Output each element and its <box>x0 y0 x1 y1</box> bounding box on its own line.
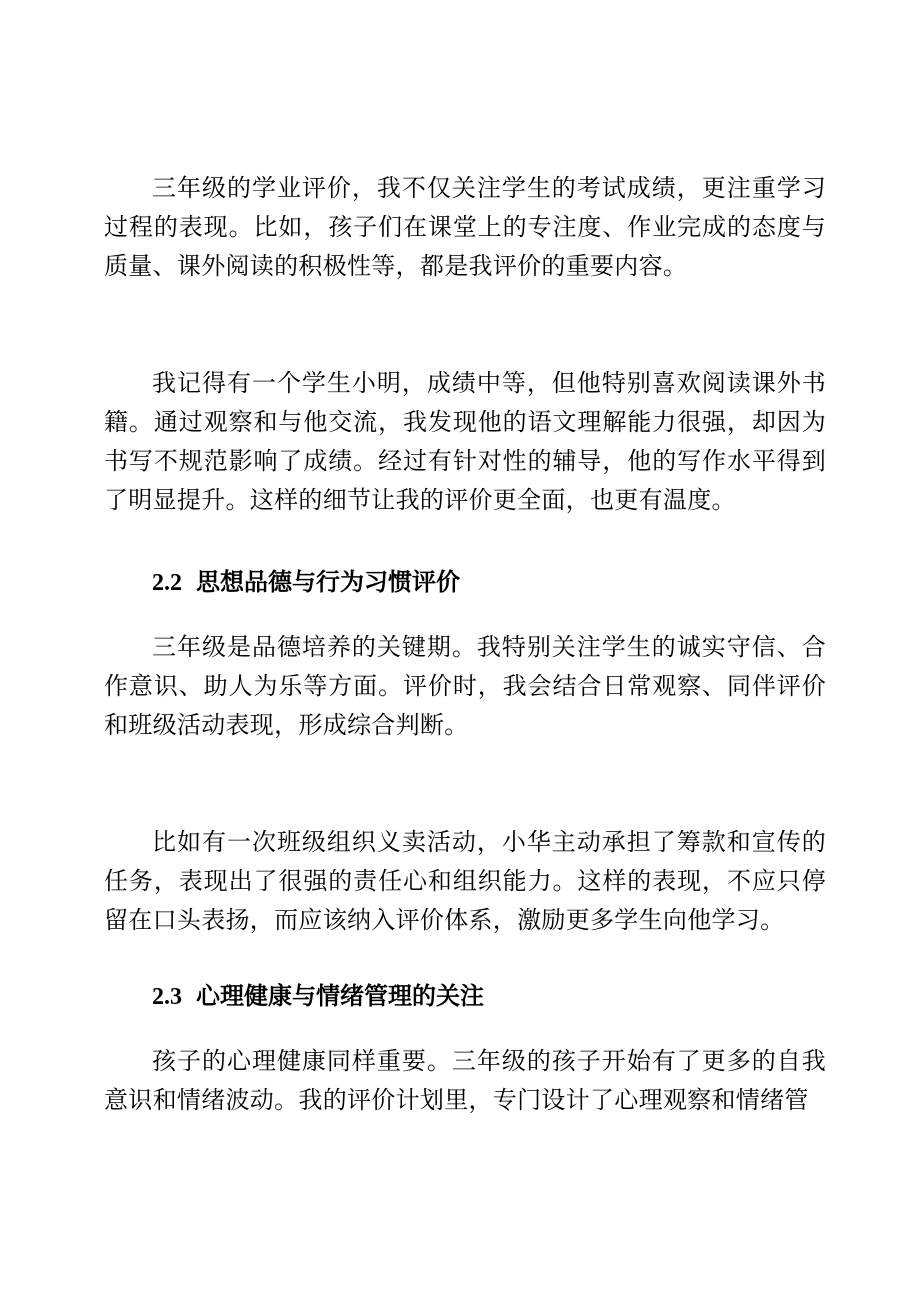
paragraph-mental-health: 孩子的心理健康同样重要。三年级的孩子开始有了更多的自我意识和情绪波动。我的评价计划里，专门设计了心理观察和情绪管 <box>104 1047 826 1114</box>
paragraph-xiaohua-example: 比如有一次班级组织义卖活动，小华主动承担了筹款和宣传的任务，表现出了很强的责任心和组织能力。这样的表现，不应只停留在口头表扬，而应该纳入评价体系，激励更多学生向他学习。 <box>104 828 826 934</box>
paragraph-xiaoming-example: 我记得有一个学生小明，成绩中等，但他特别喜欢阅读课外书籍。通过观察和与他交流，我发现他的语文理解能力很强，却因为书写不规范影响了成绩。经过有针对性的辅导，他的写作水平得到了明显提升。这样的细节让我的评价更全面，也更有温度。 <box>104 369 826 514</box>
section-number: 2.2 <box>152 570 182 596</box>
section-heading-2-2 <box>152 562 460 603</box>
section-number: 2.3 <box>152 984 182 1010</box>
section-heading-2-3 <box>152 976 484 1017</box>
paragraph-academic-evaluation: 三年级的学业评价，我不仅关注学生的考试成绩，更注重学习过程的表现。比如，孩子们在课堂上的专注度、作业完成的态度与质量、课外阅读的积极性等，都是我评价的重要内容。 <box>104 174 826 280</box>
paragraph-moral-evaluation: 三年级是品德培养的关键期。我特别关注学生的诚实守信、合作意识、助人为乐等方面。评价时，我会结合日常观察、同伴评价和班级活动表现，形成综合判断。 <box>104 633 826 739</box>
section-title: 心理健康与情绪管理的关注 <box>196 981 484 1010</box>
section-title: 思想品德与行为习惯评价 <box>196 567 460 596</box>
